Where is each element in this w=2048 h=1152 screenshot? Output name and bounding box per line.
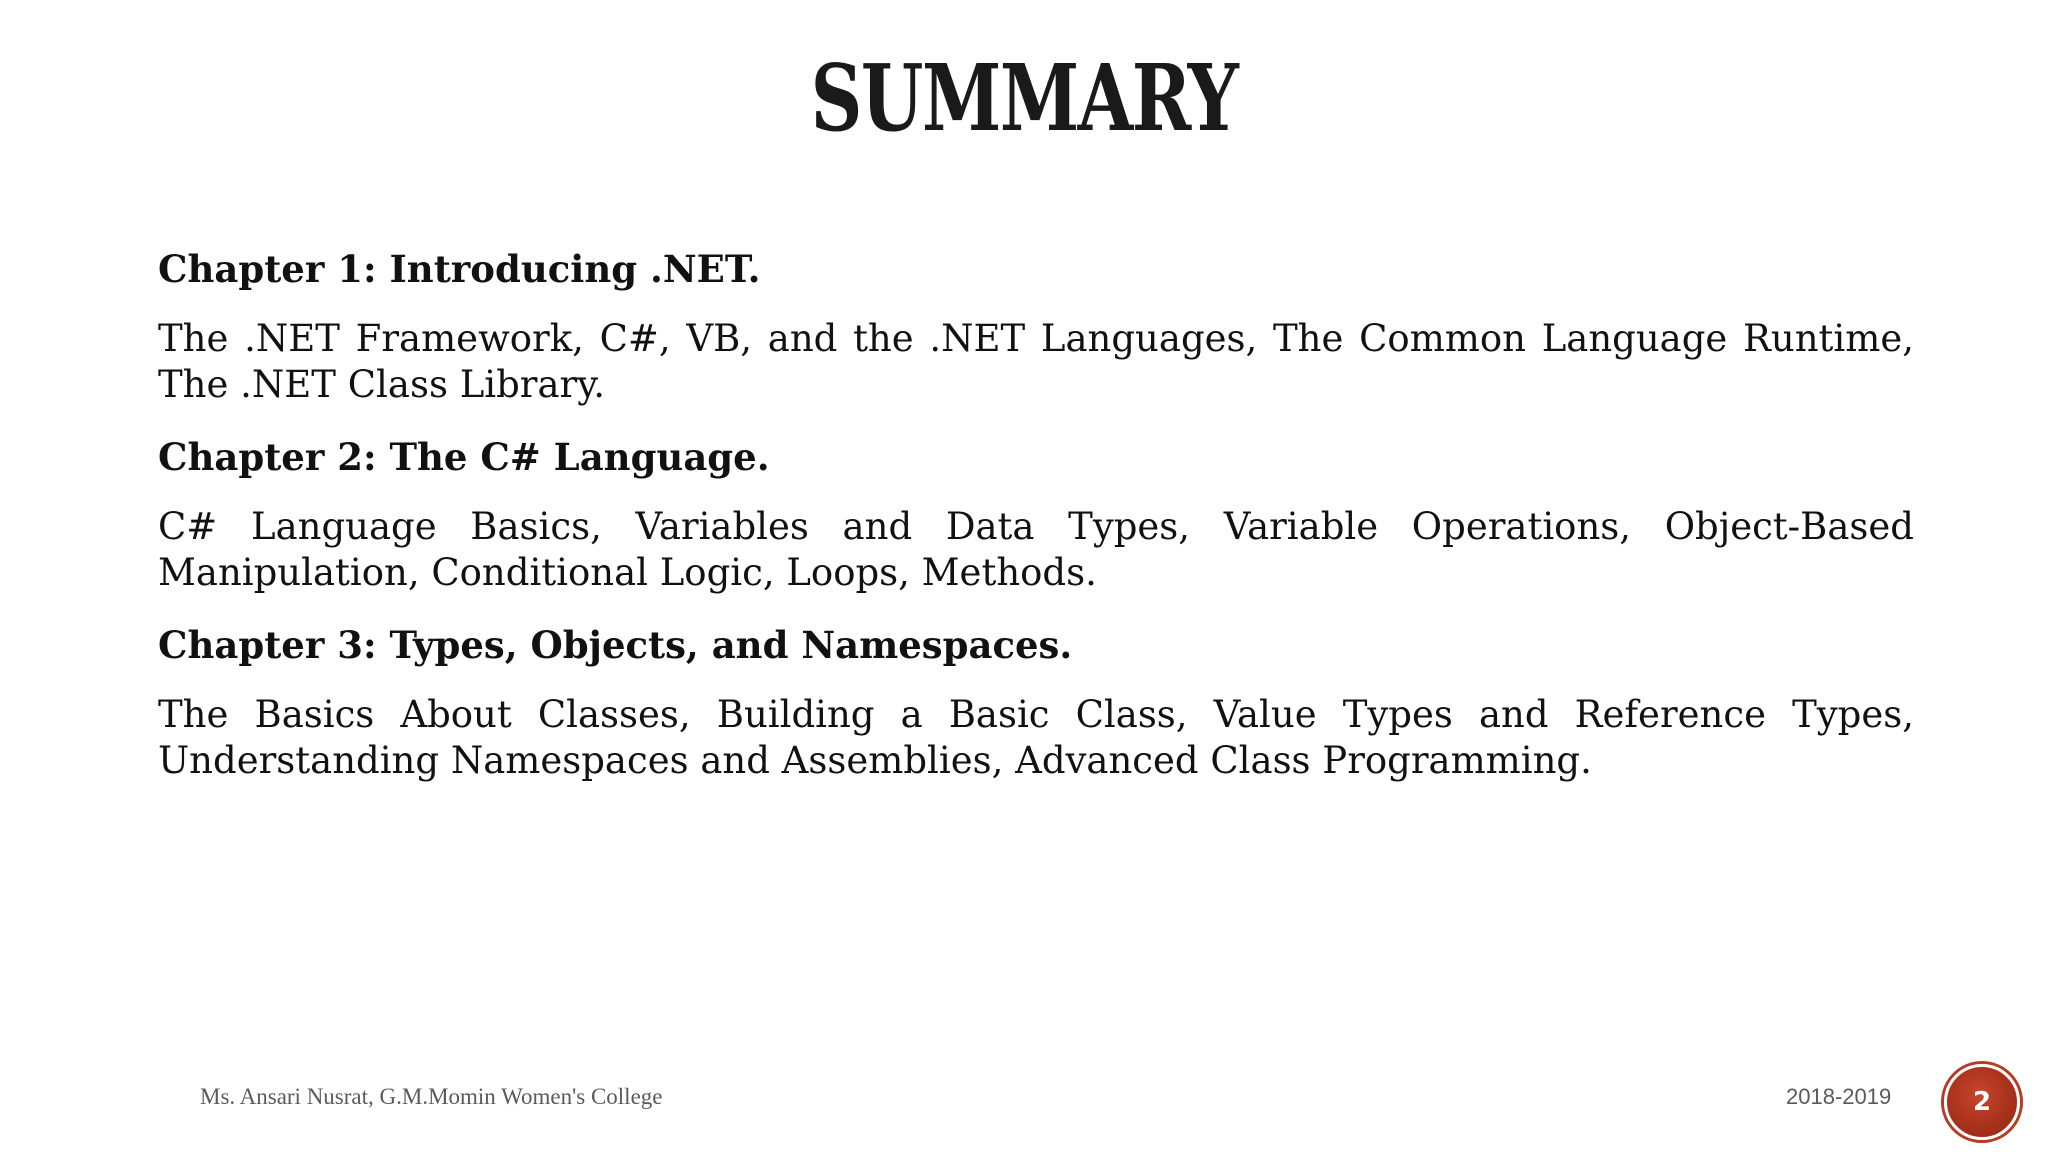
slide-title: SUMMARY — [810, 44, 1238, 152]
footer-year: 2018-2019 — [1786, 1084, 1892, 1109]
slide-content — [158, 246, 1914, 810]
page-number-badge: 2 — [1944, 1064, 2020, 1140]
chapter-1-body: The .NET Framework, C#, VB, and the .NET Languages, The Common Language Runtime, The .NET Class Library. — [158, 317, 1914, 406]
chapter-3-heading: Chapter 3: Types, Objects, and Namespaces. — [158, 623, 1073, 667]
chapter-2-heading: Chapter 2: The C# Language. — [158, 435, 770, 479]
chapter-1-heading: Chapter 1: Introducing .NET. — [158, 247, 761, 291]
chapter-3-body: The Basics About Classes, Building a Basic Class, Value Types and Reference Types, Understanding Namespaces and Assemblies, Advanced Class Programming. — [158, 693, 1914, 782]
chapter-2-body: C# Language Basics, Variables and Data Types, Variable Operations, Object-Based Manipulation, Conditional Logic, Loops, Methods. — [158, 505, 1914, 594]
footer-author: Ms. Ansari Nusrat, G.M.Momin Women's College — [200, 1084, 663, 1109]
